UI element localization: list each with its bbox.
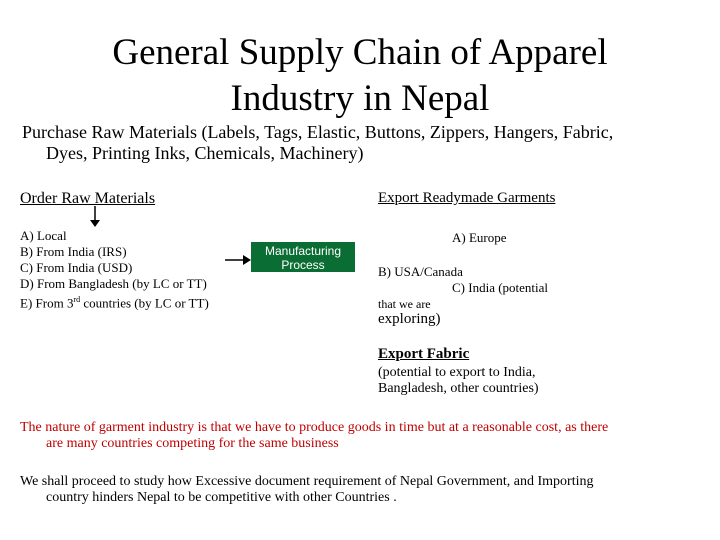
source-item-d: D) From Bangladesh (by LC or TT)	[20, 276, 207, 291]
purchase-line-2: Dyes, Printing Inks, Chemicals, Machinery)	[46, 143, 364, 163]
down-arrow-icon	[80, 206, 110, 228]
nature-line-1: The nature of garment industry is that we have to produce goods in time but at a reasonable cost, as there	[20, 420, 609, 435]
export-fabric-line-1: (potential to export to India,	[378, 365, 536, 380]
industry-nature-note	[20, 420, 710, 452]
proceed-line-2: country hinders Nepal to be competitive with other Countries .	[46, 490, 397, 505]
export-fabric-heading: Export Fabric	[378, 346, 470, 362]
export-destination-b: B) USA/Canada	[378, 264, 463, 279]
purchase-raw-materials	[22, 122, 702, 164]
export-readymade-garments-heading: Export Readymade Garments	[378, 190, 556, 206]
purchase-line-1: Purchase Raw Materials (Labels, Tags, Elastic, Buttons, Zippers, Hangers, Fabric,	[22, 122, 614, 142]
export-destination-c-continued: that we are	[378, 297, 431, 311]
export-destination-a: A) Europe	[452, 230, 507, 245]
manufacturing-process-box	[251, 242, 355, 272]
slide-title-line-1: General Supply Chain of Apparel	[112, 32, 608, 73]
export-destination-c: C) India (potential	[452, 280, 549, 295]
source-item-e-before: E) From 3	[20, 295, 74, 311]
slide-title	[60, 30, 660, 122]
nature-line-2: are many countries competing for the same business	[46, 436, 339, 451]
source-item-e-superscript: rd	[73, 295, 81, 304]
raw-material-sources-list	[20, 228, 209, 311]
source-item-c: C) From India (USD)	[20, 260, 133, 275]
export-fabric-note	[378, 365, 638, 397]
right-arrow-icon	[225, 254, 253, 266]
source-item-b: B) From India (IRS)	[20, 244, 127, 259]
export-destination-c-end: exploring)	[378, 311, 441, 327]
source-item-e-after: countries (by LC or TT)	[80, 295, 209, 311]
slide-title-line-2: Industry in Nepal	[230, 78, 490, 119]
source-item-e	[20, 292, 209, 311]
process-line-2: Process	[281, 258, 325, 272]
process-line-1: Manufacturing	[264, 244, 342, 258]
proceed-line-1: We shall proceed to study how Excessive document requirement of Nepal Government, and Importing	[20, 474, 594, 489]
order-raw-materials-heading: Order Raw Materials	[20, 190, 156, 207]
source-item-a: A) Local	[20, 228, 67, 243]
study-proceed-note	[20, 474, 710, 506]
export-fabric-line-2: Bangladesh, other countries)	[378, 381, 539, 396]
